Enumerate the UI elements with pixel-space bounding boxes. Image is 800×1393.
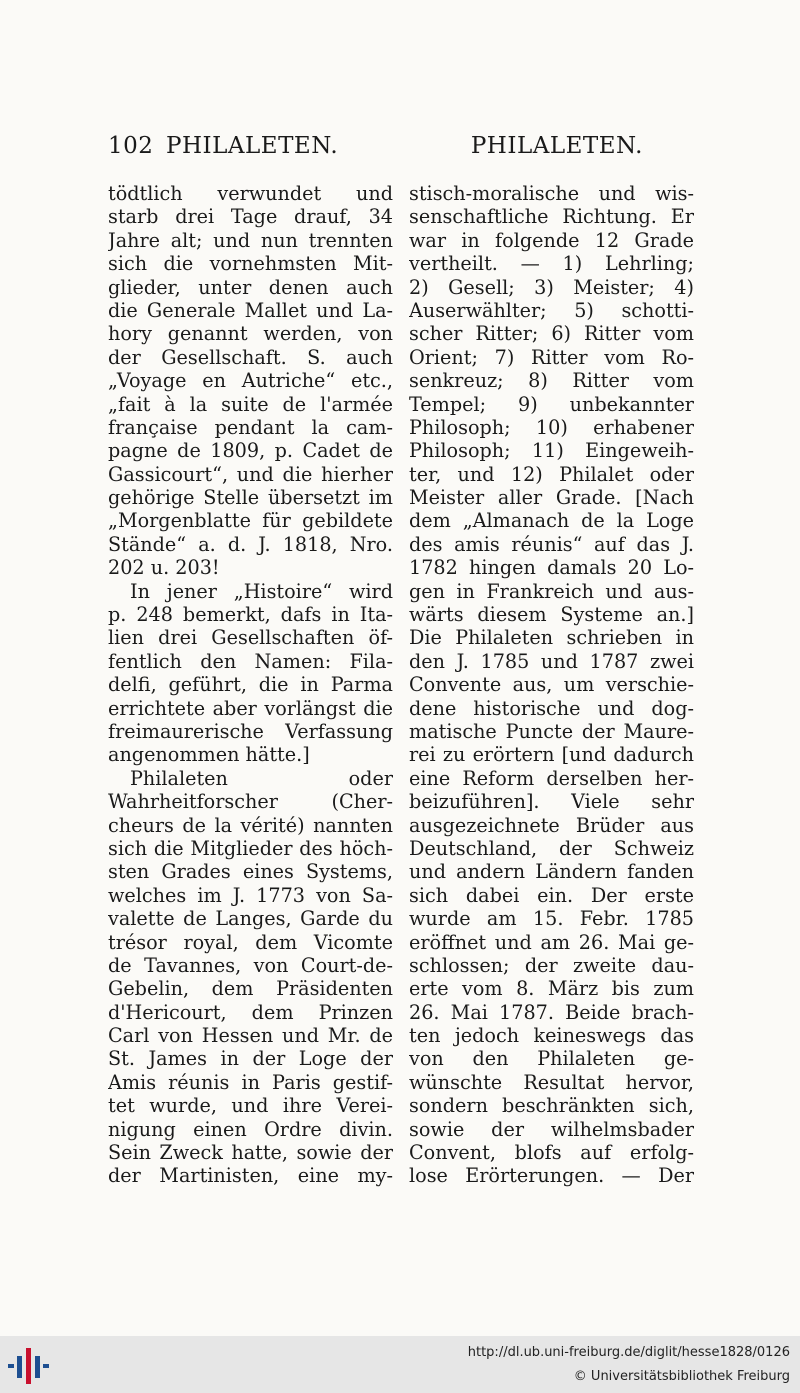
text-line: des amis réunis“ auf das J.	[409, 532, 694, 556]
text-line: Gebelin, dem Präsidenten	[108, 977, 393, 1001]
text-line: Philaleten oder	[130, 766, 393, 790]
text-line: Amis réunis in Paris gestif-	[108, 1070, 393, 1094]
text-line: 26. Mai 1787. Beide brach-	[409, 1000, 694, 1024]
text-line: eine Reform derselben her-	[409, 766, 694, 790]
text-line: fentlich den Namen: Fila-	[108, 649, 393, 673]
text-line: freimaurerische Verfassung	[108, 719, 393, 743]
text-line: delfi, geführt, die in Parma	[108, 673, 393, 697]
text-line: sowie der wilhelmsbader	[409, 1117, 694, 1141]
text-line: Meister aller Grade. [Nach	[409, 486, 694, 510]
text-line: stisch-moralische und wis-	[409, 182, 694, 205]
text-line: sich dabei ein. Der erste	[409, 883, 694, 907]
text-line: senkreuz; 8) Ritter vom	[409, 369, 694, 393]
text-line: trésor royal, dem Vicomte	[108, 930, 393, 954]
text-line: errichtete aber vorlängst die	[108, 696, 393, 720]
text-line: 2) Gesell; 3) Meister; 4)	[409, 275, 694, 299]
text-line: lien drei Gesellschaften öf-	[108, 626, 393, 650]
text-line: In jener „Histoire“ wird	[130, 579, 393, 603]
text-line: den J. 1785 und 1787 zwei	[409, 649, 694, 673]
text-line: sondern beschränkten sich,	[409, 1094, 694, 1118]
left-text-column	[108, 182, 393, 1188]
text-line: der Gesellschaft. S. auch	[108, 345, 393, 369]
text-line: „Voyage en Autriche“ etc.,	[108, 369, 393, 393]
running-title-right: PHILALETEN.	[470, 133, 643, 159]
text-line: welches im J. 1773 von Sa-	[108, 883, 393, 907]
text-line: schlossen; der zweite dau-	[409, 953, 694, 977]
text-line: Gassicourt“, und die hierher	[108, 462, 393, 486]
text-line: matische Puncte der Maure-	[409, 719, 694, 743]
text-line: p. 248 bemerkt, dafs in Ita-	[108, 603, 393, 627]
text-line: Sein Zweck hatte, sowie der	[108, 1141, 393, 1165]
text-line: d'Hericourt, dem Prinzen	[108, 1000, 393, 1024]
text-line: Orient; 7) Ritter vom Ro-	[409, 345, 694, 369]
ub-freiburg-logo-icon[interactable]	[6, 1346, 50, 1386]
text-line: de Tavannes, von Court-de-	[108, 953, 393, 977]
text-line: gen in Frankreich und aus-	[409, 579, 694, 603]
text-line: tödtlich verwundet und	[108, 182, 393, 205]
text-line: nigung einen Ordre divin.	[108, 1117, 393, 1141]
text-line: beizuführen]. Viele sehr	[409, 790, 694, 814]
text-line: hory genannt werden, von	[108, 322, 393, 346]
text-line: sten Grades eines Systems,	[108, 860, 393, 884]
text-line: von den Philaleten ge-	[409, 1047, 694, 1071]
text-line: Die Philaleten schrieben in	[409, 626, 694, 650]
text-line: eröffnet und am 26. Mai ge-	[409, 930, 694, 954]
viewer-footer	[0, 1336, 800, 1393]
text-line: dene historische und dog-	[409, 696, 694, 720]
page-number: 102	[108, 133, 154, 159]
text-line: wünschte Resultat hervor,	[409, 1070, 694, 1094]
text-line: „Morgenblatte für gebildete	[108, 509, 393, 533]
text-line: wärts diesem Systeme an.]	[409, 603, 694, 627]
text-line: St. James in der Loge der	[108, 1047, 393, 1071]
permalink-url[interactable]: http://dl.ub.uni-freiburg.de/diglit/hesse1828/0126	[467, 1345, 790, 1360]
text-line: und andern Ländern fanden	[409, 860, 694, 884]
text-line: tet wurde, und ihre Verei-	[108, 1094, 393, 1118]
text-line: der Martinisten, eine my-	[108, 1164, 393, 1188]
text-line: dem „Almanach de la Loge	[409, 509, 694, 533]
text-line: sich die vornehmsten Mit-	[108, 252, 393, 276]
text-line: 202 u. 203!	[108, 556, 220, 580]
text-line: Auserwählter; 5) schotti-	[409, 298, 694, 322]
text-line: Convente aus, um verschie-	[409, 673, 694, 697]
text-line: Convent, blofs auf erfolg-	[409, 1141, 694, 1165]
text-line: Carl von Hessen und Mr. de	[108, 1024, 393, 1048]
text-line: Jahre alt; und nun trennten	[108, 228, 393, 252]
right-text-column	[409, 182, 694, 1188]
text-line: erte vom 8. März bis zum	[409, 977, 694, 1001]
text-line: angenommen hätte.]	[108, 743, 310, 767]
text-line: valette de Langes, Garde du	[108, 907, 393, 931]
running-title-left: PHILALETEN.	[166, 133, 339, 159]
text-line: 1782 hingen damals 20 Lo-	[409, 556, 694, 580]
text-line: starb drei Tage drauf, 34	[108, 205, 393, 229]
text-line: française pendant la cam-	[108, 415, 393, 439]
text-line: glieder, unter denen auch	[108, 275, 393, 299]
text-line: ten jedoch keineswegs das	[409, 1024, 694, 1048]
page-header	[108, 133, 643, 167]
text-line: Stände“ a. d. J. 1818, Nro.	[108, 532, 393, 556]
text-line: senschaftliche Richtung. Er	[409, 205, 694, 229]
text-line: wurde am 15. Febr. 1785	[409, 907, 694, 931]
text-line: rei zu erörtern [und dadurch	[409, 743, 694, 767]
text-line: Philosoph; 11) Eingeweih-	[409, 439, 694, 463]
text-line: pagne de 1809, p. Cadet de	[108, 439, 393, 463]
text-line: war in folgende 12 Grade	[409, 228, 694, 252]
text-line: sich die Mitglieder des höch-	[108, 836, 393, 860]
text-line: die Generale Mallet und La-	[108, 298, 393, 322]
text-line: scher Ritter; 6) Ritter vom	[409, 322, 694, 346]
text-line: lose Erörterungen. — Der	[409, 1164, 694, 1188]
text-line: ter, und 12) Philalet oder	[409, 462, 694, 486]
text-line: gehörige Stelle übersetzt im	[108, 486, 393, 510]
text-line: Deutschland, der Schweiz	[409, 836, 694, 860]
text-line: „fait à la suite de l'armée	[108, 392, 393, 416]
text-line: cheurs de la vérité) nannten	[108, 813, 393, 837]
text-line: Wahrheitforscher (Cher-	[108, 790, 393, 814]
text-line: vertheilt. — 1) Lehrling;	[409, 252, 694, 276]
text-line: ausgezeichnete Brüder aus	[409, 813, 694, 837]
copyright-notice: © Universitätsbibliothek Freiburg	[573, 1369, 790, 1384]
text-line: Tempel; 9) unbekannter	[409, 392, 694, 416]
text-line: Philosoph; 10) erhabener	[409, 415, 694, 439]
